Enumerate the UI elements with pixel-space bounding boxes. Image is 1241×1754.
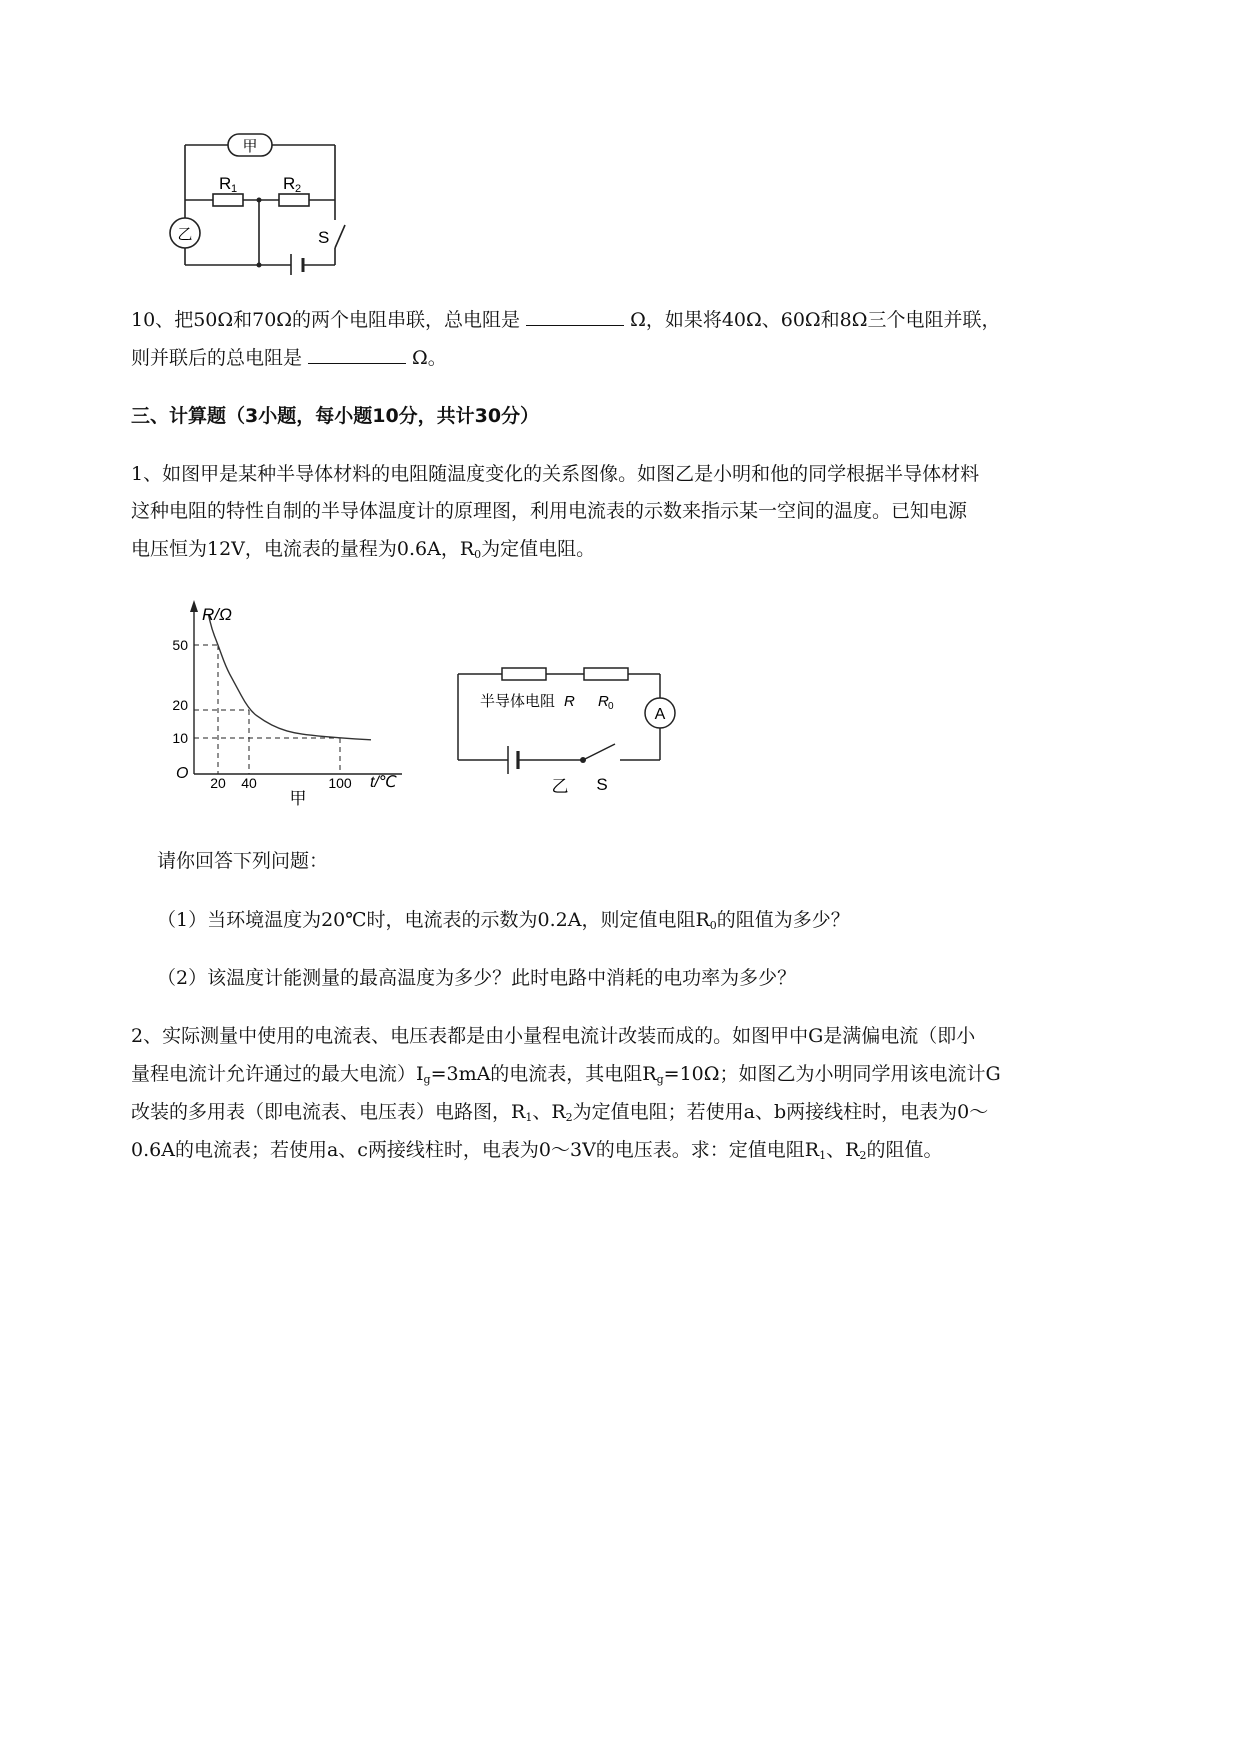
q10-line-1 [131, 301, 1001, 339]
r2-label: R [283, 174, 296, 193]
circuit-caption: 乙 [551, 777, 569, 796]
graph-caption: 甲 [289, 789, 307, 808]
semiconductor-r-label: R [564, 693, 575, 710]
problem-2-line-2: 量程电流计允许通过的最大电流）$I_g=3mA$的电流表，其电阻$R_g=10\Omega$；如图乙为小明同学用该电流计G [131, 1063, 1001, 1086]
problem-2-line-1: 2、实际测量中使用的电流表、电压表都是由小量程电流计改装而成的。如图甲中G是满偏电流（即小 [131, 1025, 976, 1047]
thermometer-circuit-diagram [450, 660, 690, 800]
y-tick-20: 20 [172, 697, 188, 713]
origin-label: O [176, 765, 189, 782]
semiconductor-resistor [502, 668, 546, 680]
resistance-curve [208, 615, 371, 740]
r0-label: R [598, 693, 609, 710]
x-axis-label: t/℃ [370, 774, 397, 791]
y-tick-10: 10 [172, 730, 188, 746]
problem-1-line-1: 1、如图甲是某种半导体材料的电阻随温度变化的关系图像。如图乙是小明和他的同学根据半导体材料 [131, 463, 980, 485]
circuit-diagram-1 [165, 130, 355, 275]
x-tick-100: 100 [328, 775, 352, 791]
problem-1-line-3: 电压恒为12V，电流表的量程为0.6A，$R_0$为定值电阻。 [131, 538, 596, 561]
q10-answer-blank-1[interactable] [526, 305, 624, 326]
resistor-r1 [213, 194, 243, 206]
switch-label: S [596, 775, 608, 794]
q10-line-2 [131, 339, 447, 377]
semiconductor-label: 半导体电阻 [480, 693, 556, 710]
q10-number: 10、 [131, 309, 175, 331]
prompt-text: 请你回答下列问题： [157, 850, 329, 872]
ammeter-label: A [654, 706, 666, 723]
r0-subscript: 0 [608, 701, 614, 712]
r2-subscript: 2 [295, 183, 302, 195]
switch-lever [335, 225, 345, 248]
r1-subscript: 1 [231, 183, 238, 195]
q10-answer-blank-2[interactable] [308, 343, 406, 364]
meter-jia-label: 甲 [242, 138, 258, 155]
problem-2-line-4: 0.6A的电流表；若使用a、c两接线柱时，电表为0～3V的电压表。求：定值电阻$R_1$、$R_2$的阻值。 [131, 1139, 943, 1162]
problem-2-line-3: 改装的多用表（即电流表、电压表）电路图，$R_1$、$R_2$为定值电阻；若使用a、b两接线柱时，电表为0～ [131, 1101, 989, 1124]
resistor-r0 [584, 668, 628, 680]
x-tick-20: 20 [210, 775, 226, 791]
sub-question-1: （1）当环境温度为20℃时，电流表的示数为0.2A，则定值电阻$R_0$的阻值为多少？ [157, 909, 850, 932]
sub-question-2: （2）该温度计能测量的最高温度为多少？此时电路中消耗的电功率为多少？ [157, 967, 797, 989]
resistance-temperature-graph [160, 598, 410, 813]
switch-lever [583, 744, 615, 760]
meter-yi-label: 乙 [177, 226, 193, 243]
q10-text-a: 把50Ω和70Ω的两个电阻串联，总电阻是 [174, 309, 521, 331]
q10-text-c: 则并联后的总电阻是 [131, 347, 303, 369]
q10-text-b: Ω，如果将40Ω、60Ω和8Ω三个电阻并联， [630, 309, 1001, 331]
switch-label: S [318, 228, 330, 247]
y-tick-50: 50 [172, 637, 188, 653]
r1-label: R [219, 174, 232, 193]
y-axis-arrow [190, 600, 198, 612]
resistor-r2 [279, 194, 309, 206]
section-3-heading: 三、计算题（3小题，每小题10分，共计30分） [131, 405, 540, 427]
y-axis-label: R/Ω [202, 605, 232, 624]
q10-text-d: Ω。 [412, 347, 447, 369]
problem-1-line-2: 这种电阻的特性自制的半导体温度计的原理图，利用电流表的示数来指示某一空间的温度。已知电源 [131, 500, 968, 522]
x-tick-40: 40 [241, 775, 257, 791]
